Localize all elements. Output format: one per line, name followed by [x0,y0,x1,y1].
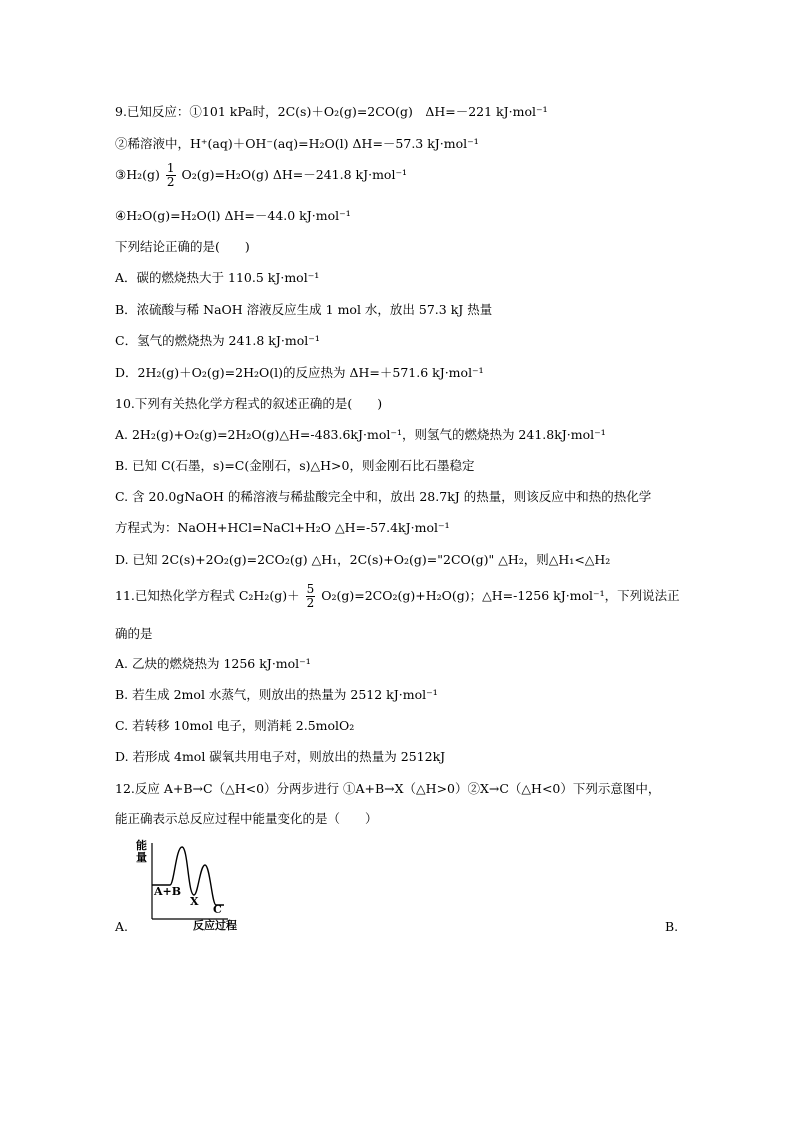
q9-line3: ③H₂(g) $\frac{1}{2}$ O₂(g)=H₂O(g) ΔH=－241.8 kJ·mol⁻¹ [115,161,408,189]
q10-option-c-line1: C. 含 20.0gNaOH 的稀溶液与稀盐酸完全中和，放出 28.7kJ 的热量，则该反应中和热的热化学 [115,489,652,504]
q12-option-b-label: B. [665,919,679,934]
q10-stem: 10.下列有关热化学方程式的叙述正确的是( ) [115,396,383,411]
y-axis-label-2: 量 [136,851,147,864]
q11-line2: 确的是 [115,626,153,641]
q11-option-c: C. 若转移 10mol 电子，则消耗 2.5molO₂ [115,718,355,733]
level-label-ab: A+B [154,885,182,898]
level-label-x: X [190,895,199,908]
q10-option-c-line2: 方程式为：NaOH+HCl=NaCl+H₂O △H=-57.4kJ·mol⁻¹ [115,520,450,535]
q9-option-b: B．浓硫酸与稀 NaOH 溶液反应生成 1 mol 水，放出 57.3 kJ 热量 [115,302,493,317]
q9-option-a: A．碳的燃烧热大于 110.5 kJ·mol⁻¹ [115,270,320,285]
q10-option-d: D. 已知 2C(s)+2O₂(g)=2CO₂(g) △H₁，2C(s)+O₂(g)="2CO(g)" △H₂，则△H₁<△H₂ [115,552,611,567]
q11-option-b: B. 若生成 2mol 水蒸气，则放出的热量为 2512 kJ·mol⁻¹ [115,687,438,702]
q12-line1: 12.反应 A+B→C（△H<0）分两步进行 ①A+B→X（△H>0）②X→C（△H<0）下列示意图中， [115,781,661,796]
q12-line2: 能正确表示总反应过程中能量变化的是（ ） [115,811,378,826]
level-label-c: C [213,903,222,916]
q11-option-d: D. 若形成 4mol 碳氧共用电子对，则放出的热量为 2512kJ [115,749,446,764]
q10-option-a: A. 2H₂(g)+O₂(g)=2H₂O(g)△H=-483.6kJ·mol⁻¹，则氢气的燃烧热为 241.8kJ·mol⁻¹ [115,427,606,442]
fraction-five-halves: $\frac{5}{2}$ [306,582,315,610]
q9-option-c: C．氢气的燃烧热为 241.8 kJ·mol⁻¹ [115,333,320,348]
q9-line1: 9.已知反应：①101 kPa时，2C(s)＋O₂(g)=2CO(g) ΔH=－221 kJ·mol⁻¹ [115,104,548,119]
q12-option-a-label: A. [115,919,129,934]
fraction-half: $\frac{1}{2}$ [166,161,175,189]
q9-line2: ②稀溶液中，H⁺(aq)＋OH⁻(aq)=H₂O(l) ΔH=－57.3 kJ·mol⁻¹ [115,136,479,151]
y-axis-label-1: 能 [136,839,147,852]
q9-option-d: D．2H₂(g)＋O₂(g)=2H₂O(l)的反应热为 ΔH=＋571.6 kJ·mol⁻¹ [115,365,484,380]
q11-option-a: A. 乙炔的燃烧热为 1256 kJ·mol⁻¹ [115,656,311,671]
q11-line1: 11.已知热化学方程式 C₂H₂(g)＋ $\frac{5}{2}$ O₂(g)=2CO₂(g)+H₂O(g)；△H=-1256 kJ·mol⁻¹，下列说法正 [115,582,680,610]
q10-option-b: B. 已知 C(石墨，s)=C(金刚石，s)△H>0，则金刚石比石墨稳定 [115,458,475,473]
q9-line4: ④H₂O(g)=H₂O(l) ΔH=－44.0 kJ·mol⁻¹ [115,208,351,223]
x-axis-label: 反应过程 [193,919,237,932]
q9-stem: 下列结论正确的是( ) [115,239,250,254]
